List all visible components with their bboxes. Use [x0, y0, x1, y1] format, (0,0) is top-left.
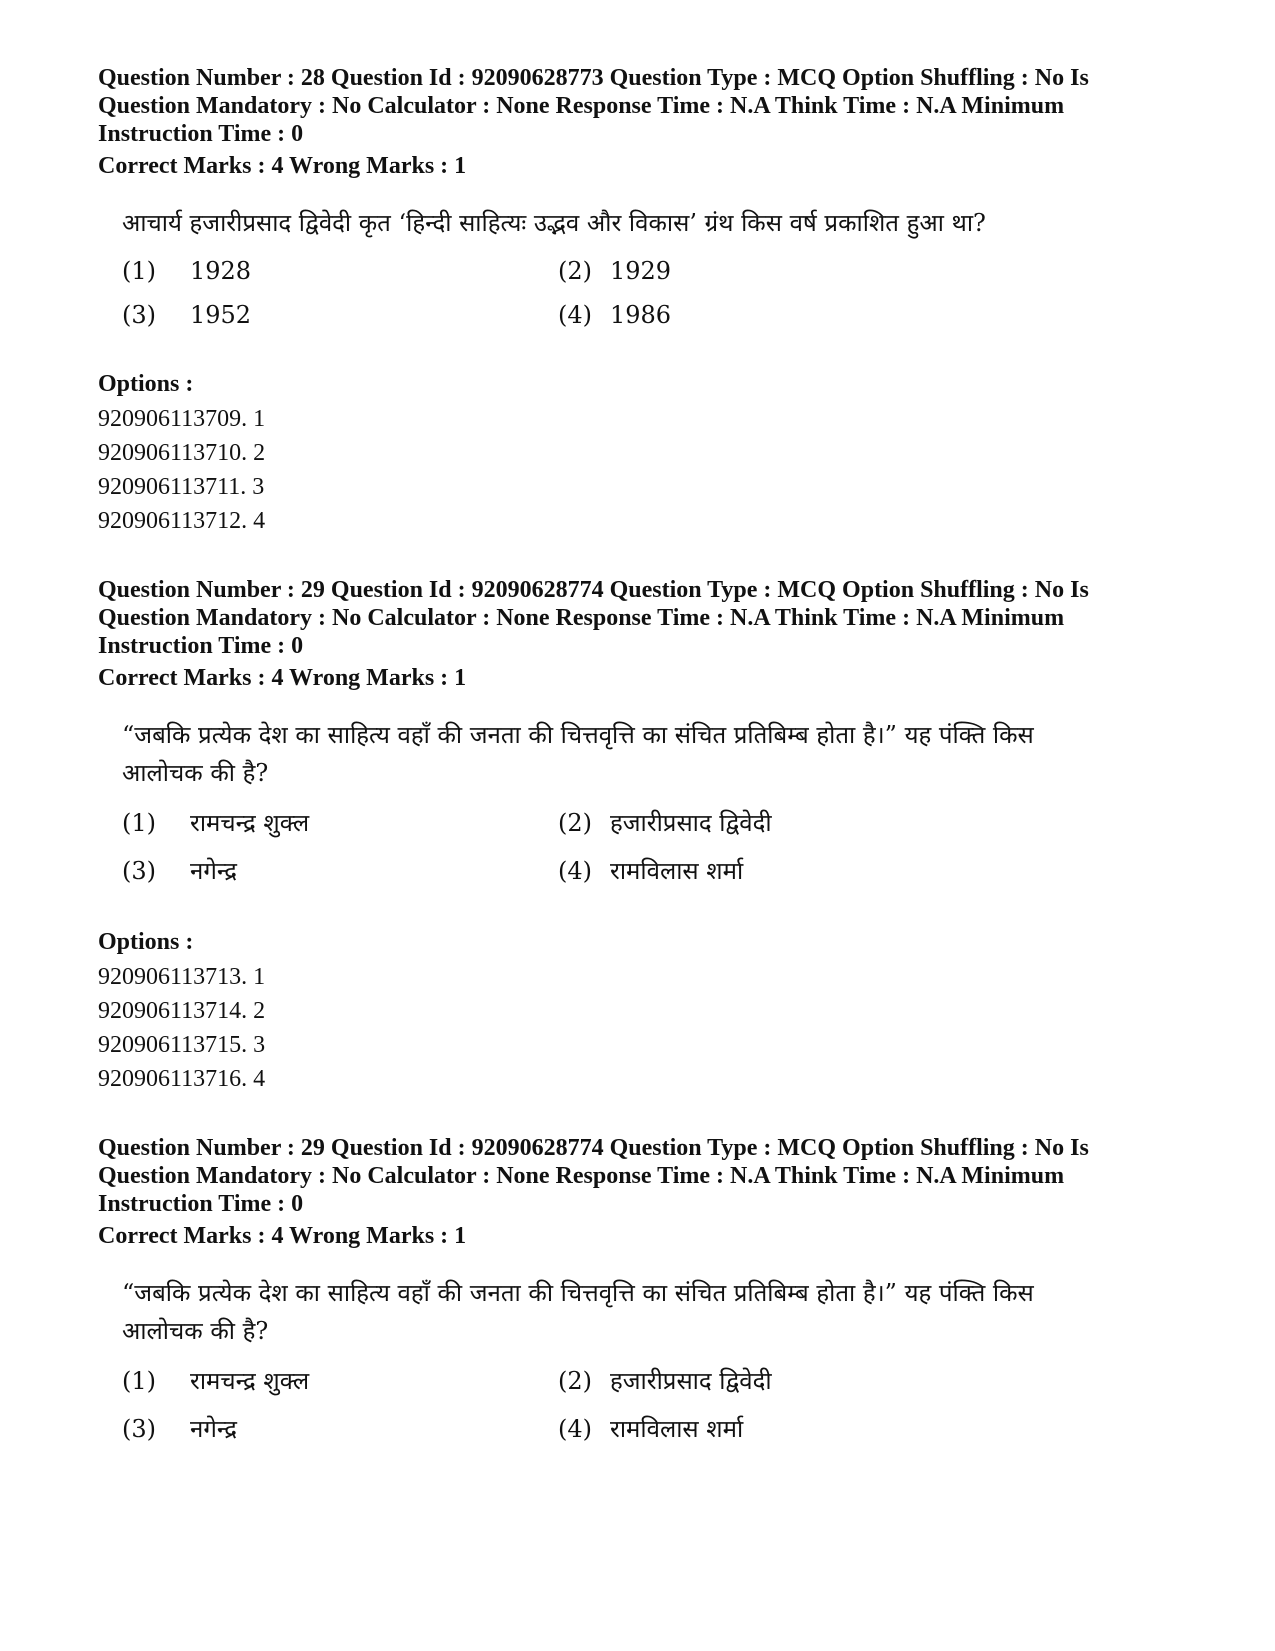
choice-number: (1) — [122, 809, 156, 837]
choice-text: 1928 — [190, 257, 252, 285]
option-id-line: 920906113709. 1 — [98, 406, 266, 432]
choice-1 — [122, 256, 251, 286]
marks-line: Correct Marks : 4 Wrong Marks : 1 — [98, 1223, 467, 1249]
option-id-line: 920906113714. 2 — [98, 998, 266, 1024]
question-meta-line: Question Mandatory : No Calculator : None Response Time : N.A Think Time : N.A Minimum — [98, 605, 1065, 631]
options-list-28 — [98, 370, 1178, 538]
choice-text: नगेन्द्र — [190, 857, 237, 885]
question-text-line: “जबकि प्रत्येक देश का साहित्य वहाँ की जनता की चित्तवृत्ति का संचित प्रतिबिम्ब होता है।” यह पंक्ति किस — [122, 1279, 1034, 1307]
question-meta-line: Question Number : 29 Question Id : 92090628774 Question Type : MCQ Option Shuffling : No Is — [98, 577, 1089, 603]
choice-number: (2) — [558, 809, 592, 837]
choice-3 — [122, 856, 237, 886]
question-meta-line: Question Number : 28 Question Id : 92090628773 Question Type : MCQ Option Shuffling : No Is — [98, 65, 1089, 91]
question-text-line: आलोचक की है? — [122, 759, 269, 787]
option-id-line: 920906113713. 1 — [98, 964, 266, 990]
choice-2 — [558, 1366, 772, 1396]
choice-2 — [558, 256, 671, 286]
choice-number: (1) — [122, 1367, 156, 1395]
choice-number: (2) — [558, 257, 592, 285]
choice-number: (1) — [122, 257, 156, 285]
choice-2 — [558, 808, 772, 838]
option-id-line: 920906113712. 4 — [98, 508, 266, 534]
options-list-29 — [98, 928, 1178, 1096]
marks-line: Correct Marks : 4 Wrong Marks : 1 — [98, 153, 467, 179]
choice-text: रामचन्द्र शुक्ल — [190, 809, 310, 837]
choice-3 — [122, 1414, 237, 1444]
choice-text: रामविलास शर्मा — [610, 857, 744, 885]
choice-3 — [122, 300, 251, 330]
question-meta-line: Question Mandatory : No Calculator : None Response Time : N.A Think Time : N.A Minimum — [98, 1163, 1065, 1189]
choice-4 — [558, 300, 671, 330]
question-block-29 — [98, 576, 1178, 904]
choice-text: 1952 — [190, 301, 252, 329]
question-text — [122, 204, 1082, 242]
question-text-line: आलोचक की है? — [122, 1317, 269, 1345]
choice-grid — [122, 256, 1082, 346]
question-meta-line: Question Number : 29 Question Id : 92090628774 Question Type : MCQ Option Shuffling : No Is — [98, 1135, 1089, 1161]
question-block-29-repeat — [98, 1134, 1178, 1462]
question-block-28 — [98, 64, 1178, 346]
marks-line: Correct Marks : 4 Wrong Marks : 1 — [98, 665, 467, 691]
question-text — [122, 1274, 1082, 1350]
question-meta-line: Instruction Time : 0 — [98, 633, 304, 659]
choice-text: नगेन्द्र — [190, 1415, 237, 1443]
option-id-line: 920906113715. 3 — [98, 1032, 266, 1058]
choice-text: 1986 — [610, 301, 672, 329]
question-meta-line: Instruction Time : 0 — [98, 1191, 304, 1217]
option-id-line: 920906113716. 4 — [98, 1066, 266, 1092]
question-meta-line: Question Mandatory : No Calculator : None Response Time : N.A Think Time : N.A Minimum — [98, 93, 1065, 119]
choice-text: 1929 — [610, 257, 672, 285]
choice-number: (2) — [558, 1367, 592, 1395]
options-title: Options : — [98, 929, 194, 955]
choice-text: हजारीप्रसाद द्विवेदी — [610, 809, 772, 837]
choice-grid — [122, 1366, 1082, 1462]
choice-text: रामविलास शर्मा — [610, 1415, 744, 1443]
question-text-line: आचार्य हजारीप्रसाद द्विवेदी कृत ‘हिन्दी साहित्यः उद्भव और विकास’ ग्रंथ किस वर्ष प्रकाशित हुआ था? — [122, 209, 986, 237]
choice-number: (4) — [558, 857, 592, 885]
choice-text: हजारीप्रसाद द्विवेदी — [610, 1367, 772, 1395]
option-id-line: 920906113711. 3 — [98, 474, 265, 500]
choice-grid — [122, 808, 1082, 904]
choice-4 — [558, 1414, 743, 1444]
choice-number: (4) — [558, 301, 592, 329]
choice-1 — [122, 808, 309, 838]
choice-1 — [122, 1366, 309, 1396]
question-meta-line: Instruction Time : 0 — [98, 121, 304, 147]
choice-number: (3) — [122, 1415, 156, 1443]
question-text-line: “जबकि प्रत्येक देश का साहित्य वहाँ की जनता की चित्तवृत्ति का संचित प्रतिबिम्ब होता है।” यह पंक्ति किस — [122, 721, 1034, 749]
choice-4 — [558, 856, 743, 886]
choice-number: (4) — [558, 1415, 592, 1443]
choice-number: (3) — [122, 301, 156, 329]
choice-number: (3) — [122, 857, 156, 885]
option-id-line: 920906113710. 2 — [98, 440, 266, 466]
options-title: Options : — [98, 371, 194, 397]
question-text — [122, 716, 1082, 792]
choice-text: रामचन्द्र शुक्ल — [190, 1367, 310, 1395]
